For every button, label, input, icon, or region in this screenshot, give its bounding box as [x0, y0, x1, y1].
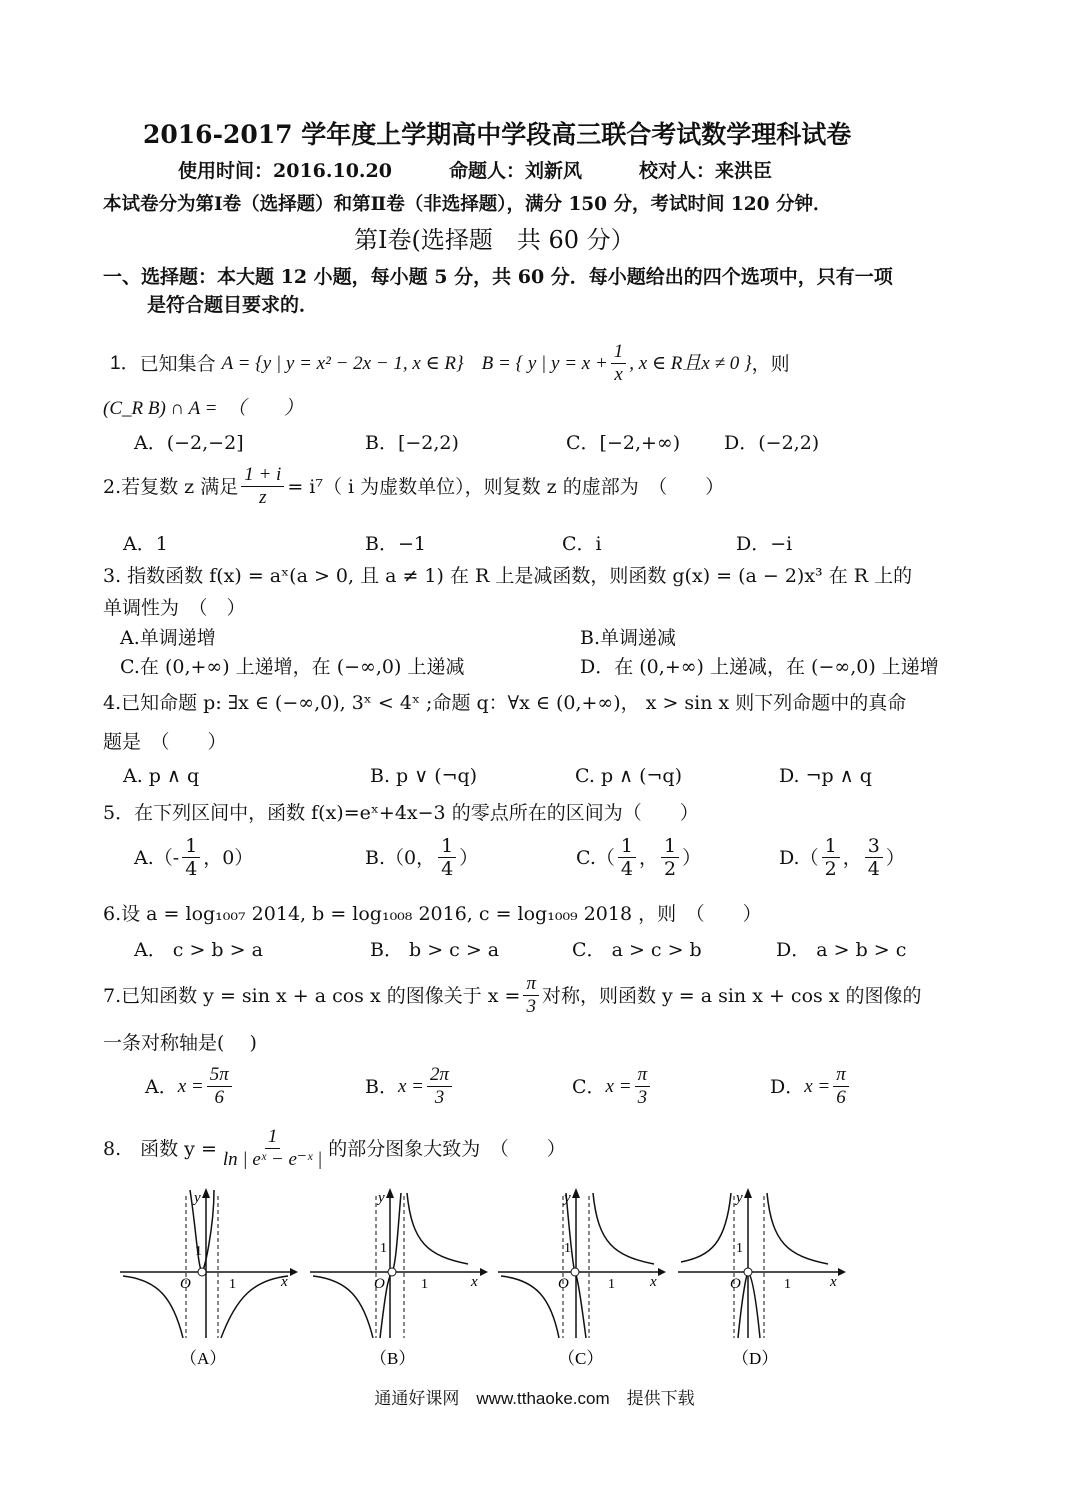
question-text-cont: 的部分图象大致为 （ ）: [328, 1137, 566, 1160]
question-text: 7.已知函数 y = sin x + a cos x 的图像关于 x =: [103, 984, 521, 1007]
question-3-line2: 单调性为 （ ）: [103, 597, 246, 619]
tick-label: 1: [784, 1277, 791, 1292]
tick-label: 1: [608, 1277, 615, 1292]
option-b: B.（0， $\frac{1}{4}$ ）: [365, 835, 479, 880]
x-axis-label: x: [650, 1274, 657, 1290]
graph-caption: （D）: [732, 1349, 779, 1368]
tick-label: 1: [380, 1241, 387, 1256]
option-b: B．−1: [365, 533, 426, 555]
tick-label: 1: [736, 1241, 743, 1256]
y-axis-label: y: [194, 1190, 201, 1206]
option-a: A． x = $\frac{5\pi}{6}$: [145, 1064, 235, 1109]
fraction: $\frac{1}{x}$: [611, 341, 627, 386]
x-axis-label: x: [471, 1274, 478, 1290]
question-text: 8. 函数 y =: [103, 1137, 217, 1160]
option-c: C.在 (0,+∞) 上递增，在 (−∞,0) 上递减: [120, 656, 465, 678]
option-d: D． a > b > c: [776, 939, 907, 961]
tick-label: 1: [229, 1277, 236, 1292]
x-axis-label: x: [281, 1274, 288, 1290]
question-7: [103, 973, 922, 1018]
option-a: A．1: [123, 533, 168, 555]
x-axis-label: x: [830, 1274, 837, 1290]
graph-a: [118, 1188, 298, 1378]
option-c: C．[−2,+∞): [566, 432, 681, 454]
origin-label: O: [374, 1276, 385, 1292]
question-1-line2: (C_R B) ∩ A = （ ）: [103, 398, 304, 419]
section-instructions: 一、选择题：本大题 12 小题，每小题 5 分，共 60 分．每小题给出的四个选项中，只有一项: [103, 266, 893, 288]
page-footer: 通通好课网 www.tthaoke.com 提供下载: [374, 1389, 695, 1408]
set-a: A = {y | y = x² − 2x − 1, x ∈ R}: [221, 352, 464, 374]
set-b-start: B = { y | y = x +: [481, 352, 608, 374]
exam-intro: 本试卷分为第Ⅰ卷（选择题）和第Ⅱ卷（非选择题），满分 150 分，考试时间 120 分钟．: [103, 194, 832, 215]
option-d: D．−i: [736, 533, 793, 555]
tick-label: 1: [195, 1244, 202, 1259]
option-c: C．i: [562, 533, 602, 555]
graph-caption: （C）: [558, 1349, 604, 1368]
graph-caption: （A）: [180, 1349, 227, 1368]
question-text-cont: = i⁷（ i 为虚数单位），则复数 z 的虚部为 （ ）: [287, 475, 725, 498]
graph-c: [496, 1188, 676, 1378]
question-2: [103, 464, 724, 509]
y-axis-label: y: [378, 1190, 385, 1206]
question-5: 5．在下列区间中，函数 f(x)=eˣ+4x−3 的零点所在的区间为（ ）: [103, 802, 699, 824]
question-text-cont: 对称，则函数 y = a sin x + cos x 的图像的: [541, 984, 922, 1007]
tick-label: 1: [421, 1277, 428, 1292]
option-c: C． x = $\frac{\pi}{3}$: [572, 1064, 653, 1109]
option-c: C． a > c > b: [572, 939, 702, 961]
origin-label: O: [730, 1276, 741, 1292]
exam-meta: 使用时间：2016.10.20 命题人：刘新风 校对人：来洪臣: [178, 160, 772, 182]
fraction: $\frac{\pi}{3}$: [523, 973, 539, 1018]
option-a: A.单调递增: [120, 627, 216, 649]
question-3: 3. 指数函数 f(x) = aˣ(a > 0, 且 a ≠ 1) 在 R 上是减函数，则函数 g(x) = (a − 2)x³ 在 R 上的: [103, 565, 913, 587]
set-b-end: , x ∈ R且x ≠ 0 }: [629, 352, 752, 374]
option-b: B. p ∨ (¬q): [370, 765, 478, 787]
question-text: 已知集合: [139, 352, 216, 375]
graph-caption: （B）: [370, 1349, 416, 1368]
question-6: 6.设 a = log₁₀₀₇ 2014, b = log₁₀₀₈ 2016, c = log₁₀₀₉ 2018 ，则 （ ）: [103, 903, 762, 925]
option-d: D．在 (0,+∞) 上递减，在 (−∞,0) 上递增: [580, 656, 939, 678]
section-instructions-cont: 是符合题目要求的．: [147, 294, 319, 316]
question-number: 1．: [110, 352, 140, 374]
option-b: B． b > c > a: [370, 939, 500, 961]
question-7-line2: 一条对称轴是( ): [103, 1032, 257, 1054]
fraction: $\frac{1 + i}{z}$: [241, 464, 284, 509]
question-4-line2: 题是 （ ）: [103, 731, 227, 753]
option-d: D．(−2,2): [724, 432, 820, 454]
exam-title: 2016-2017 学年度上学期高中学段高三联合考试数学理科试卷: [143, 120, 852, 149]
y-axis-label: y: [736, 1190, 743, 1206]
option-d: D. ¬p ∧ q: [779, 765, 872, 787]
question-4: 4.已知命题 p: ∃x ∈ (−∞,0), 3ˣ < 4ˣ ;命题 q：∀x ∈ (0,+∞)， x > sin x 则下列命题中的真命: [103, 692, 907, 714]
origin-label: O: [558, 1276, 569, 1292]
origin-label: O: [180, 1276, 191, 1292]
option-a: A.（- $\frac{1}{4}$ ，0）: [134, 835, 254, 880]
option-c: C.（ $\frac{1}{4}$ ， $\frac{1}{2}$ ）: [576, 835, 702, 880]
graph-b: [308, 1188, 488, 1378]
option-c: C. p ∧ (¬q): [575, 765, 682, 787]
option-d: D． x = $\frac{\pi}{6}$: [770, 1064, 852, 1109]
question-8: [103, 1126, 566, 1171]
question-text: 2.若复数 z 满足: [103, 475, 239, 498]
option-b: B.单调递减: [580, 627, 677, 649]
question-1: [110, 341, 790, 386]
question-tail: ，则: [751, 352, 790, 375]
option-d: D.（ $\frac{1}{2}$ ， $\frac{3}{4}$ ）: [779, 835, 905, 880]
option-a: A．(−2,−2]: [134, 432, 244, 454]
option-b: B． x = $\frac{2\pi}{3}$: [365, 1064, 455, 1109]
tick-label: 1: [564, 1241, 571, 1256]
option-b: B．[−2,2): [365, 432, 459, 454]
fraction: $\frac{1}{\text{ln | eˣ − e⁻ˣ |}}$: [222, 1126, 323, 1170]
option-a: A. p ∧ q: [123, 765, 200, 787]
option-a: A． c > b > a: [134, 939, 263, 961]
graph-d: [676, 1188, 856, 1378]
section-title: 第Ⅰ卷(选择题 共 60 分）: [354, 226, 635, 254]
y-axis-label: y: [564, 1190, 571, 1206]
